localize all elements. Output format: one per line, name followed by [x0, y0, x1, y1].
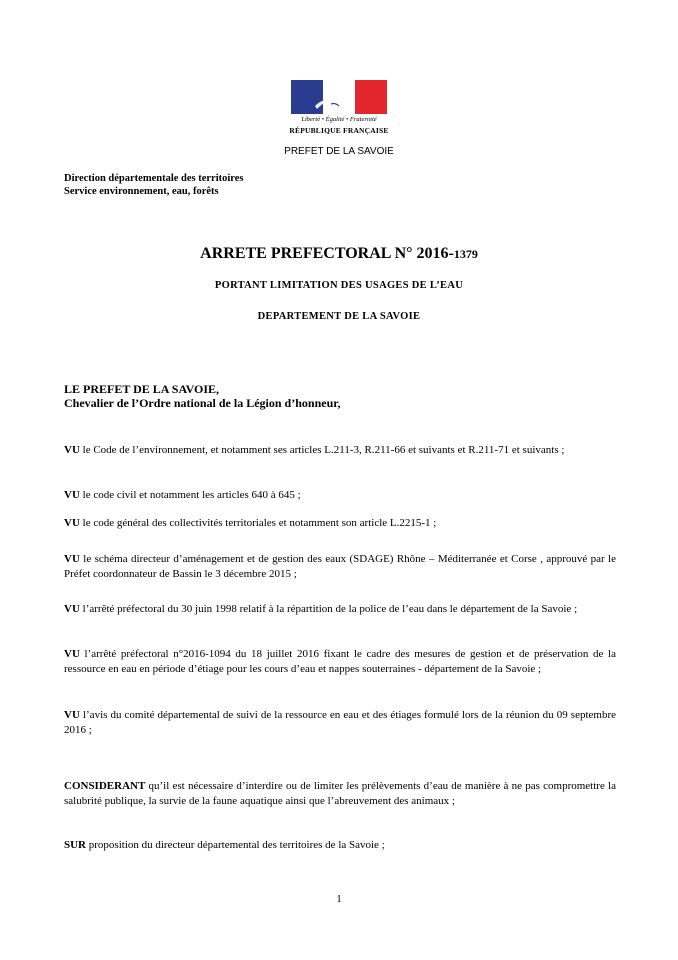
paragraph-lead: VU — [64, 444, 80, 456]
paragraph-lead: VU — [64, 489, 80, 501]
prefet-block-line-2: Chevalier de l’Ordre national de la Légion d’honneur, — [64, 396, 341, 410]
direction-line-2: Service environnement, eau, forêts — [64, 186, 219, 197]
direction-line-1: Direction départementale des territoires — [64, 173, 244, 184]
subtitle-department: DEPARTEMENT DE LA SAVOIE — [257, 311, 421, 322]
paragraph — [64, 516, 616, 531]
subtitle-usage: PORTANT LIMITATION DES USAGES DE L’EAU — [214, 280, 464, 291]
paragraph-lead: SUR — [64, 839, 87, 851]
paragraph — [64, 647, 616, 676]
devise-text: Liberté • Égalité • Fraternité — [301, 116, 377, 123]
title-main: ARRETE PREFECTORAL N° 2016- — [200, 245, 454, 262]
paragraph — [64, 779, 616, 808]
paragraph-text: qu’il est nécessaire d’interdire ou de limiter les prélèvements d’eau de manière à ne pas compromettre la salubrité publique, la survie de la faune aquatique ainsi que l’abreuvement des animaux ; — [64, 780, 616, 807]
republique-francaise-text: RÉPUBLIQUE FRANÇAISE — [289, 126, 389, 135]
paragraph-text: proposition du directeur départemental des territoires de la Savoie ; — [86, 839, 385, 851]
page-number: 1 — [336, 893, 342, 905]
paragraph-lead: VU — [64, 648, 80, 660]
marianne-profile-icon — [309, 82, 367, 114]
paragraph-text: le code général des collectivités territoriales et notamment son article L.2215-1 ; — [79, 517, 437, 529]
paragraph — [64, 602, 616, 617]
paragraph-text: le schéma directeur d’aménagement et de gestion des eaux (SDAGE) Rhône – Méditerranée et Corse , approuvé par le Préfet coordonnateur de Bassin le 3 décembre 2015 ; — [64, 553, 616, 580]
paragraph-text: l’arrêté préfectoral du 30 juin 1998 relatif à la répartition de la police de l’eau dans le département de la Savoie ; — [79, 603, 578, 615]
prefet-block-line-1: LE PREFET DE LA SAVOIE, — [64, 382, 220, 396]
paragraph-lead: VU — [64, 709, 80, 721]
paragraph-text: l’avis du comité départemental de suivi de la ressource en eau et des étiages formulé lors de la réunion du 09 septembre 2016 ; — [64, 709, 616, 736]
paragraph-lead: CONSIDERANT — [64, 780, 146, 792]
prefet-heading: PREFET DE LA SAVOIE — [284, 146, 394, 157]
paragraph — [64, 552, 616, 581]
issuing-service — [64, 172, 244, 198]
paragraph-text: l’arrêté préfectoral n°2016-1094 du 18 juillet 2016 fixant le cadre des mesures de gestion et de préservation de la ressource en eau en période d’étiage pour les cours d’eau et nappes souterraines - département de la Savoie ; — [64, 648, 616, 675]
paragraph — [64, 838, 616, 853]
paragraph-text: le code civil et notamment les articles 640 à 645 ; — [79, 489, 301, 501]
paragraph — [64, 488, 616, 503]
title-number: 1379 — [453, 247, 478, 261]
paragraph-lead: VU — [64, 553, 80, 565]
paragraph — [64, 708, 616, 737]
paragraph-text: le Code de l’environnement, et notamment ses articles L.211-3, R.211-66 et suivants et R.211-71 et suivants ; — [79, 444, 565, 456]
paragraph-lead: VU — [64, 603, 80, 615]
prefet-block — [64, 382, 340, 410]
document-title — [0, 245, 678, 263]
paragraph — [64, 443, 616, 458]
paragraph-lead: VU — [64, 517, 80, 529]
